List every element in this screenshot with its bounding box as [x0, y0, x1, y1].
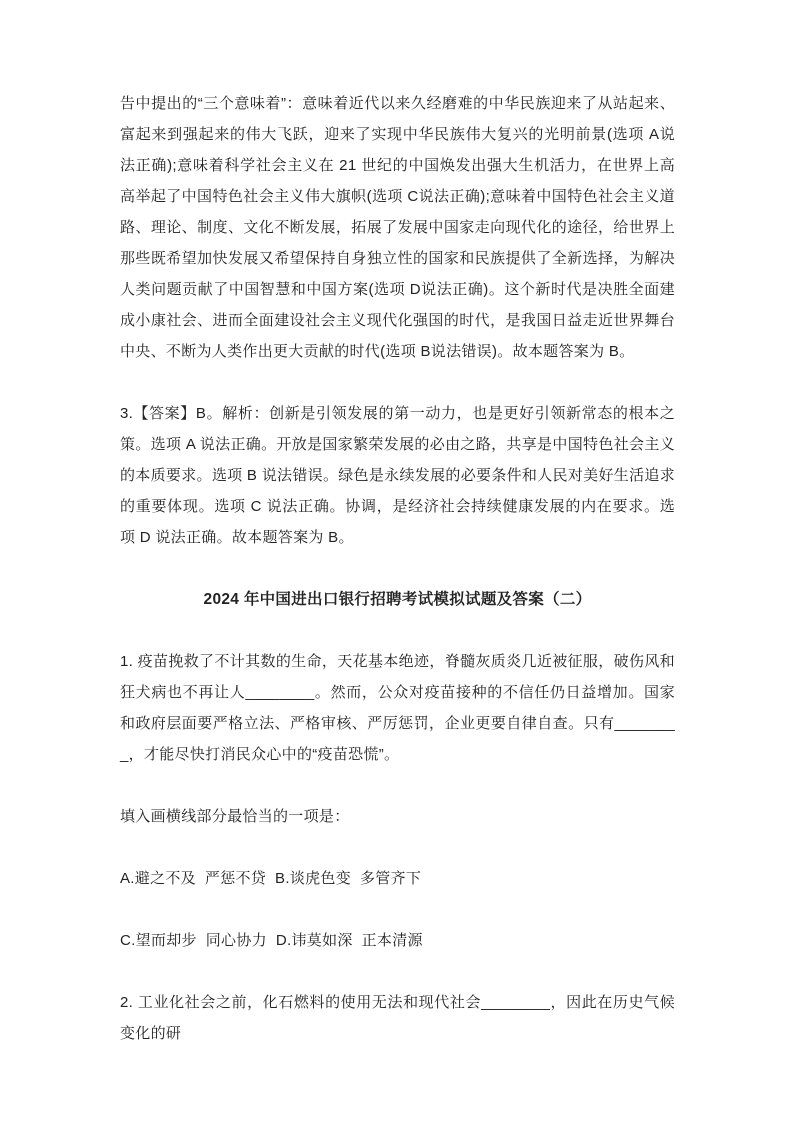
question-1-options-ab: A.避之不及 严惩不贷 B.谈虎色变 多管齐下	[120, 870, 422, 887]
section-heading: 2024 年中国进出口银行招聘考试模拟试题及答案（二）	[203, 591, 592, 608]
question-1-prompt: 填入画横线部分最恰当的一项是：	[120, 808, 350, 825]
answer-3-explanation: 3.【答案】B。解析：创新是引领发展的第一动力，也是更好引领新常态的根本之策。选项 A 说法正确。开放是国家繁荣发展的必由之路，共享是中国特色社会主义的本质要求。选项 B 说法错误。绿色是永续发展的必要条件和人民对美好生活追求的重要体现。选项 C 说法正确。协调，是经济社会持续健康发展的内在要求。选项 D 说法正确。故本题答案为 B。	[120, 405, 675, 546]
question-1-text: 1. 疫苗挽救了不计其数的生命，天花基本绝迹，脊髓灰质炎几近被征服，破伤风和狂犬病也不再让人________。然而，公众对疫苗接种的不信任仍日益增加。国家和政府层面要严格立法、严格审核、严厉惩罚，企业更要自律自查。只有________，才能尽快打消民众心中的“疫苗恐慌”。	[120, 653, 675, 763]
answer-2-explanation-continued: 告中提出的“三个意味着”：意味着近代以来久经磨难的中华民族迎来了从站起来、富起来到强起来的伟大飞跃，迎来了实现中华民族伟大复兴的光明前景(选项 A说法正确);意味着科学社会主义在 21 世纪的中国焕发出强大生机活力，在世界上高高举起了中国特色社会主义伟大旗帜(选项 C说法正确);意味着中国特色社会主义道路、理论、制度、文化不断发展，拓展了发展中国家走向现代化的途径，给世界上那些既希望加快发展又希望保持自身独立性的国家和民族提供了全新选择，为解决人类问题贡献了中国智慧和中国方案(选项 D说法正确)。这个新时代是决胜全面建成小康社会、进而全面建设社会主义现代化强国的时代，是我国日益走近世界舞台中央、不断为人类作出更大贡献的时代(选项 B说法错误)。故本题答案为 B。	[120, 95, 675, 360]
question-2-text-partial: 2. 工业化社会之前，化石燃料的使用无法和现代社会________，因此在历史气候变化的研	[120, 994, 675, 1042]
question-1-options-cd: C.望而却步 同心协力 D.讳莫如深 正本清源	[120, 932, 423, 949]
